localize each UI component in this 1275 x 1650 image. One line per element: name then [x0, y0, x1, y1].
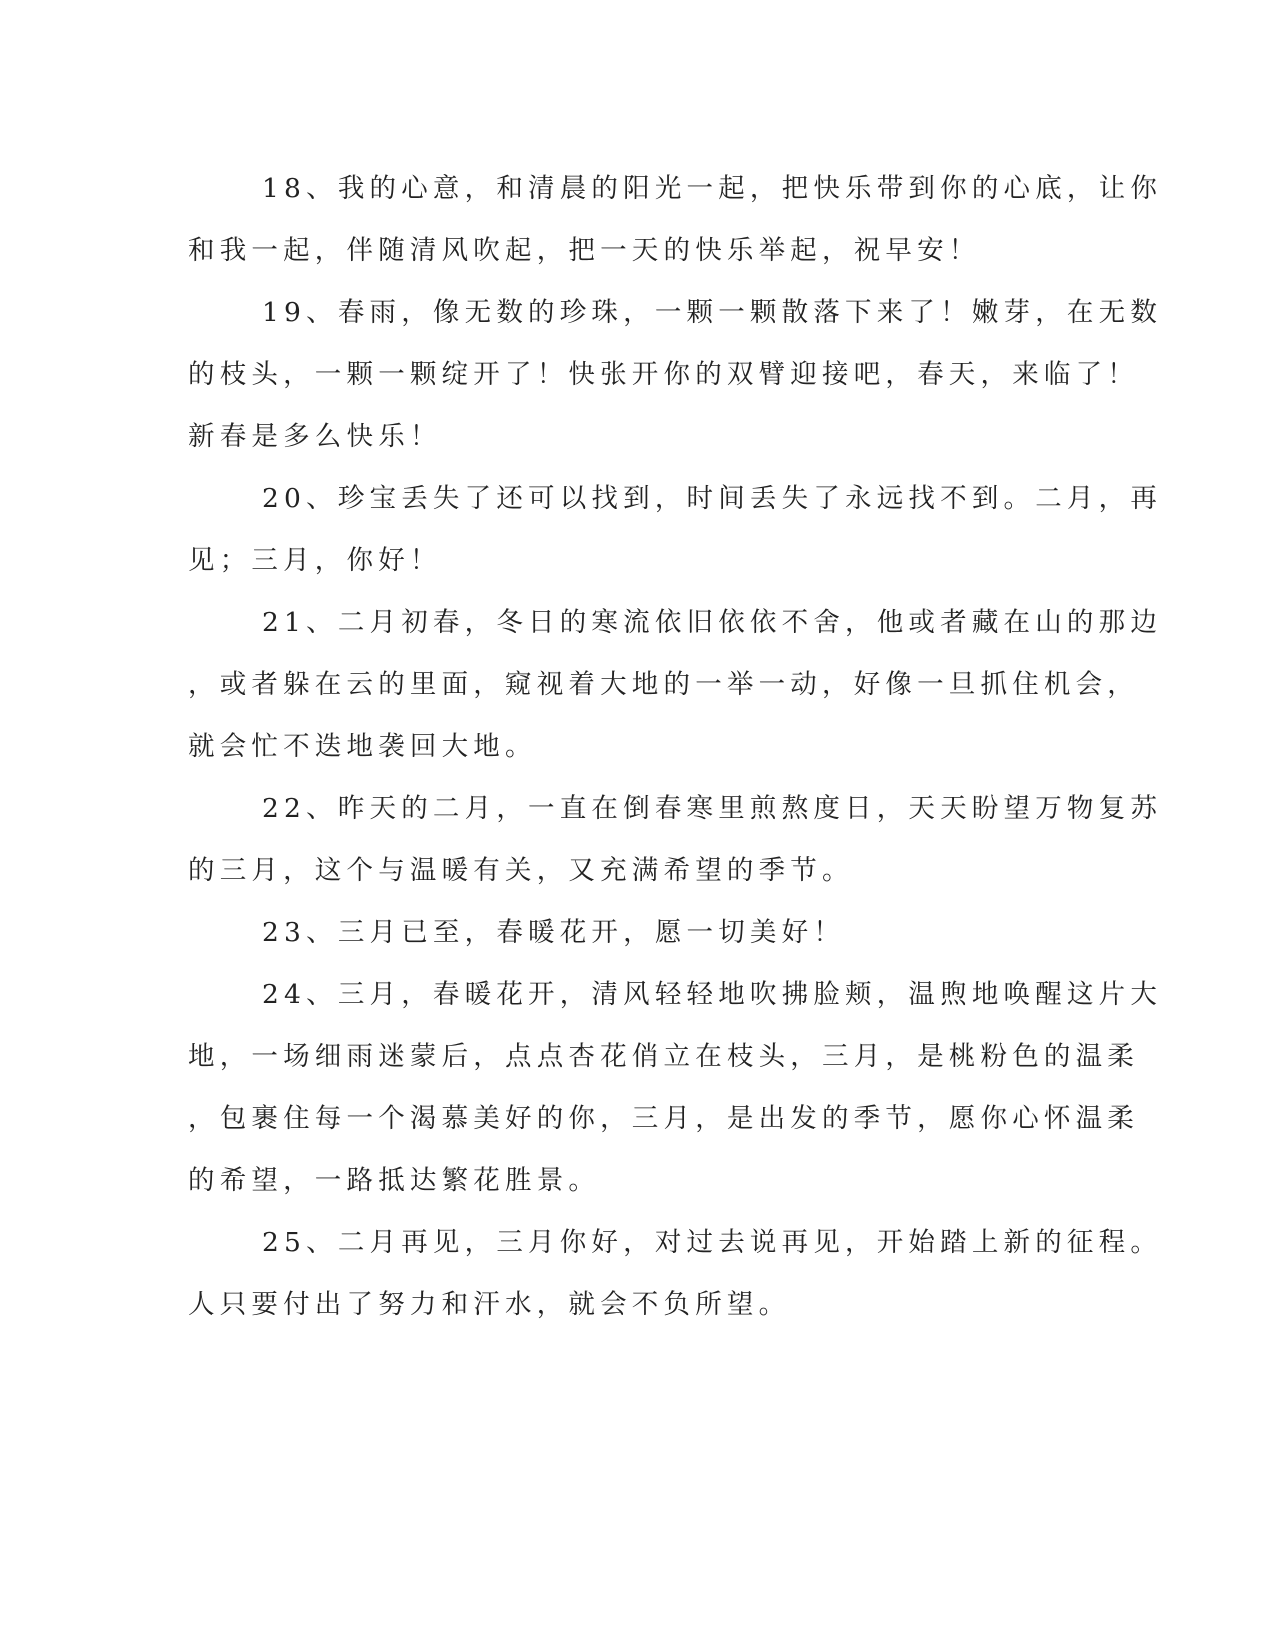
paragraph-line: 25、二月再见，三月你好，对过去说再见，开始踏上新的征程。	[262, 1227, 1163, 1258]
paragraph-line: 新春是多么快乐！	[188, 421, 442, 452]
paragraph-line: 18、我的心意，和清晨的阳光一起，把快乐带到你的心底，让你	[262, 173, 1163, 204]
paragraph-line: 20、珍宝丢失了还可以找到，时间丢失了永远找不到。二月，再	[262, 483, 1163, 514]
paragraph-23	[188, 902, 1068, 964]
paragraph-line: 的枝头，一颗一颗绽开了！快张开你的双臂迎接吧，春天，来临了！	[188, 359, 1139, 390]
paragraph-line: 22、昨天的二月，一直在倒春寒里煎熬度日，天天盼望万物复苏	[262, 793, 1163, 824]
paragraph-25	[188, 1212, 1163, 1336]
paragraph-line: 就会忙不迭地袭回大地。	[188, 731, 537, 762]
paragraph-line: 的希望，一路抵达繁花胜景。	[188, 1165, 601, 1196]
paragraph-18	[188, 158, 1163, 282]
paragraph-24	[188, 964, 1163, 1212]
paragraph-line: 地，一场细雨迷蒙后，点点杏花俏立在枝头，三月，是桃粉色的温柔	[188, 1041, 1139, 1072]
paragraph-line: 24、三月，春暖花开，清风轻轻地吹拂脸颊，温煦地唤醒这片大	[262, 979, 1163, 1010]
paragraph-line: ，包裹住每一个渴慕美好的你，三月，是出发的季节，愿你心怀温柔	[188, 1103, 1139, 1134]
paragraph-line: ，或者躲在云的里面，窥视着大地的一举一动，好像一旦抓住机会，	[188, 669, 1139, 700]
paragraph-line: 和我一起，伴随清风吹起，把一天的快乐举起，祝早安！	[188, 235, 981, 266]
paragraph-line: 见；三月，你好！	[188, 545, 442, 576]
document-body	[188, 158, 1163, 1336]
paragraph-line: 21、二月初春，冬日的寒流依旧依依不舍，他或者藏在山的那边	[262, 607, 1163, 638]
paragraph-20	[188, 468, 1163, 592]
paragraph-line: 人只要付出了努力和汗水，就会不负所望。	[188, 1289, 791, 1320]
paragraph-21	[188, 592, 1163, 778]
paragraph-19	[188, 282, 1163, 468]
paragraph-line: 19、春雨，像无数的珍珠，一颗一颗散落下来了！嫩芽，在无数	[262, 297, 1163, 328]
paragraph-line: 23、三月已至，春暖花开，愿一切美好！	[262, 917, 846, 948]
paragraph-line: 的三月，这个与温暖有关，又充满希望的季节。	[188, 855, 854, 886]
paragraph-22	[188, 778, 1163, 902]
